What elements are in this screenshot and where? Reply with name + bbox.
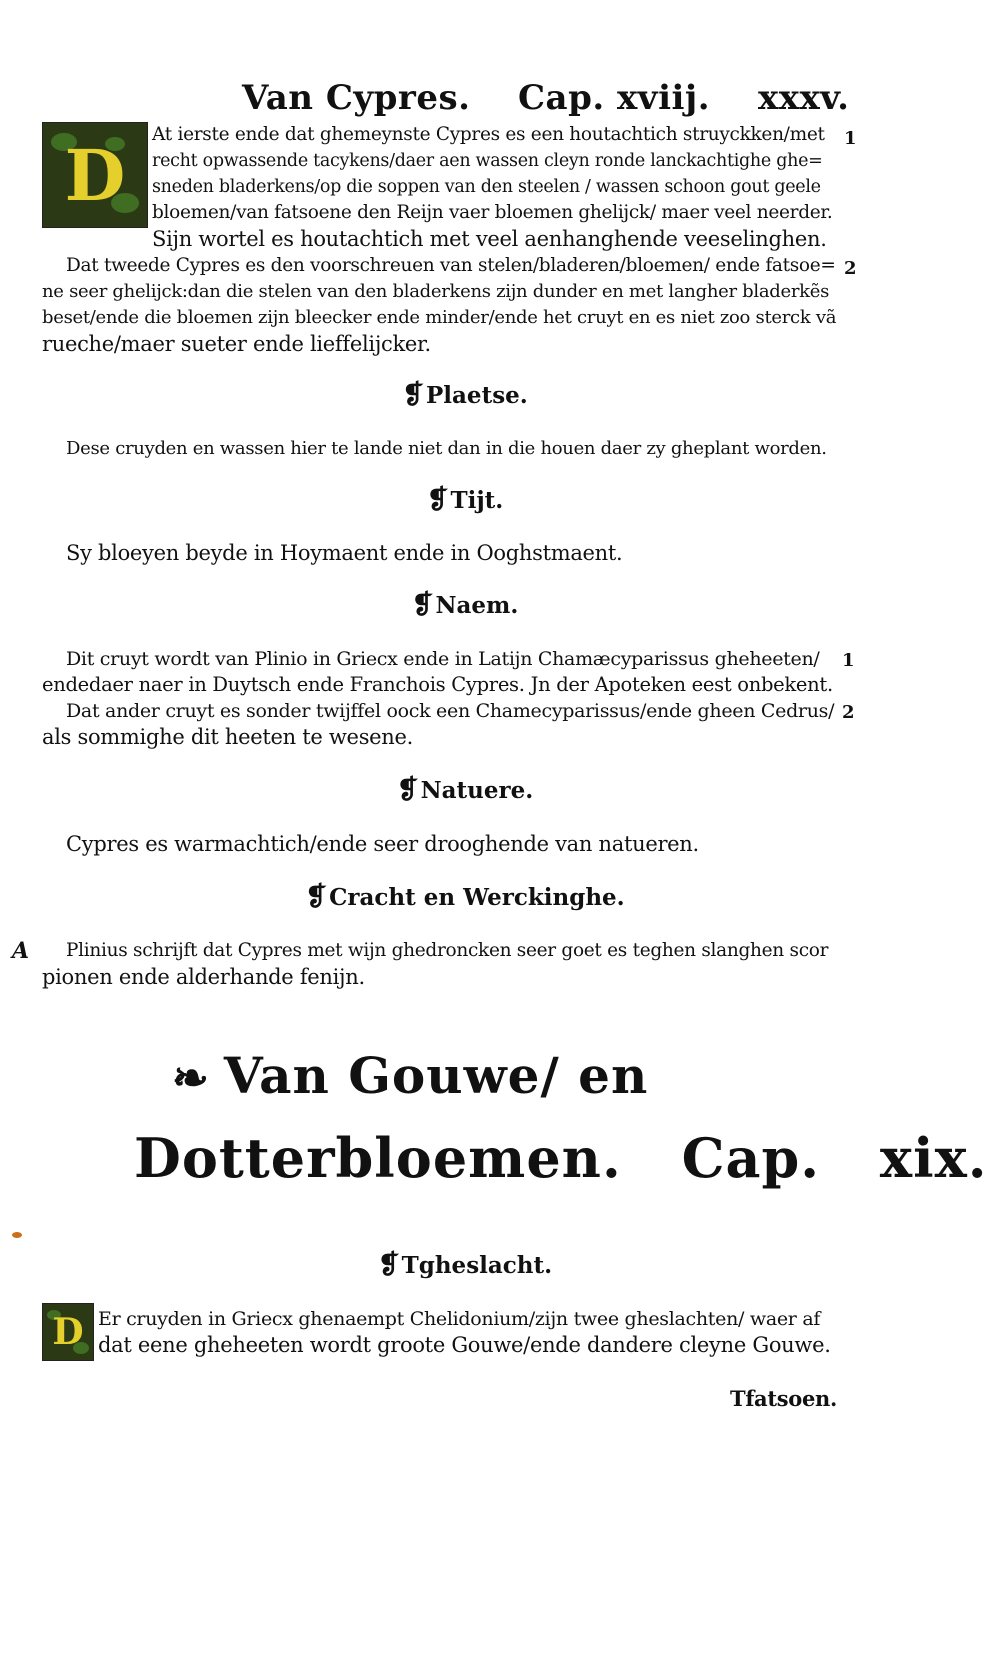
- initial-letter: D: [52, 1311, 84, 1353]
- decorated-initial-small: [42, 1303, 94, 1361]
- intro-line-7: ne seer ghelijck:dan die stelen van den bladerkens zijn dunder en met langher bladerkẽs: [42, 281, 830, 302]
- pilcrow-icon: ❡: [396, 775, 419, 805]
- intro-line-3: sneden bladerkens/op die soppen van den steelen / wassen schoon gout geele: [152, 177, 821, 197]
- running-head: [0, 78, 930, 122]
- section-heading-tijt: ❡Tijt.: [426, 485, 504, 515]
- intro-line-8: beset/ende die bloemen zijn bleecker ende minder/ende het cruyt en es niet zoo sterck vã: [42, 307, 837, 328]
- plaetse-text: Dese cruyden en wassen hier te lande niet dan in die houen daer zy gheplant worden.: [66, 438, 827, 459]
- ink-speck: [12, 1232, 22, 1238]
- decorated-initial: [42, 122, 148, 228]
- margin-letter: A: [12, 938, 30, 964]
- geslacht-line-1: Er cruyden in Griecx ghenaempt Chelidonium/zijn twee gheslachten/ waer af: [98, 1308, 821, 1330]
- section-heading-plaetse: ❡Plaetse.: [402, 380, 528, 410]
- intro-line-9: rueche/maer sueter ende lieffelijcker.: [42, 332, 431, 356]
- cracht-line-2: pionen ende alderhande fenijn.: [42, 965, 365, 989]
- running-head-chapter: Cap. xviij.: [518, 78, 711, 118]
- running-head-folio: xxxv.: [758, 78, 850, 118]
- intro-line-6: Dat tweede Cypres es den voorschreuen van stelen/bladeren/bloemen/ ende fatsoe=: [66, 255, 836, 276]
- catchword: Tfatsoen.: [730, 1386, 838, 1411]
- hedera-ornament-icon: ❧: [172, 1053, 210, 1104]
- margin-number: 1: [842, 650, 855, 671]
- cracht-line-1: Plinius schrijft dat Cypres met wijn ghedroncken seer goet es teghen slanghen scor: [66, 940, 829, 961]
- naem-line-2: endedaer naer in Duytsch ende Franchois Cypres. Jn der Apoteken eest onbekent.: [42, 673, 833, 696]
- geslacht-line-2: dat eene gheheeten wordt groote Gouwe/ende dandere cleyne Gouwe.: [98, 1333, 831, 1357]
- section-heading-cracht: ❡Cracht en Werckinghe.: [305, 882, 625, 912]
- tijt-text: Sy bloeyen beyde in Hoymaent ende in Ooghstmaent.: [66, 541, 623, 565]
- chapter-title-line-1: ❧ Van Gouwe/ en: [172, 1046, 649, 1105]
- chapter-title-line-2: Dotterbloemen. Cap. xix.: [134, 1126, 988, 1190]
- intro-line-1: At ierste ende dat ghemeynste Cypres es een houtachtich struyckken/met: [152, 124, 825, 145]
- pilcrow-icon: ❡: [411, 590, 434, 620]
- section-heading-naem: ❡Naem.: [411, 590, 519, 620]
- intro-line-5: Sijn wortel es houtachtich met veel aenhanghende veeselinghen.: [152, 227, 827, 251]
- margin-number: 2: [842, 702, 855, 723]
- section-heading-natuere: ❡Natuere.: [396, 775, 534, 805]
- margin-number: 2: [844, 258, 857, 279]
- pilcrow-icon: ❡: [426, 485, 449, 515]
- intro-line-2: recht opwassende tacykens/daer aen wassen cleyn ronde lanckachtighe ghe=: [152, 151, 823, 171]
- margin-number: 1: [844, 128, 857, 149]
- naem-line-1: Dit cruyt wordt van Plinio in Griecx ende in Latijn Chamæcyparissus gheheeten/: [66, 648, 820, 670]
- pilcrow-icon: ❡: [402, 380, 424, 410]
- section-heading-tgheslacht: ❡Tgheslacht.: [377, 1250, 553, 1280]
- pilcrow-icon: ❡: [305, 882, 328, 912]
- initial-letter: D: [64, 133, 126, 217]
- pilcrow-icon: ❡: [377, 1250, 400, 1280]
- intro-line-4: bloemen/van fatsoene den Reijn vaer bloemen ghelijck/ maer veel neerder.: [152, 202, 833, 223]
- natuere-text: Cypres es warmachtich/ende seer drooghende van natueren.: [66, 832, 699, 856]
- naem-line-4: als sommighe dit heeten te wesene.: [42, 725, 414, 749]
- running-head-title: Van Cypres.: [242, 78, 471, 118]
- naem-line-3: Dat ander cruyt es sonder twijffel oock een Chamecyparissus/ende gheen Cedrus/: [66, 700, 835, 722]
